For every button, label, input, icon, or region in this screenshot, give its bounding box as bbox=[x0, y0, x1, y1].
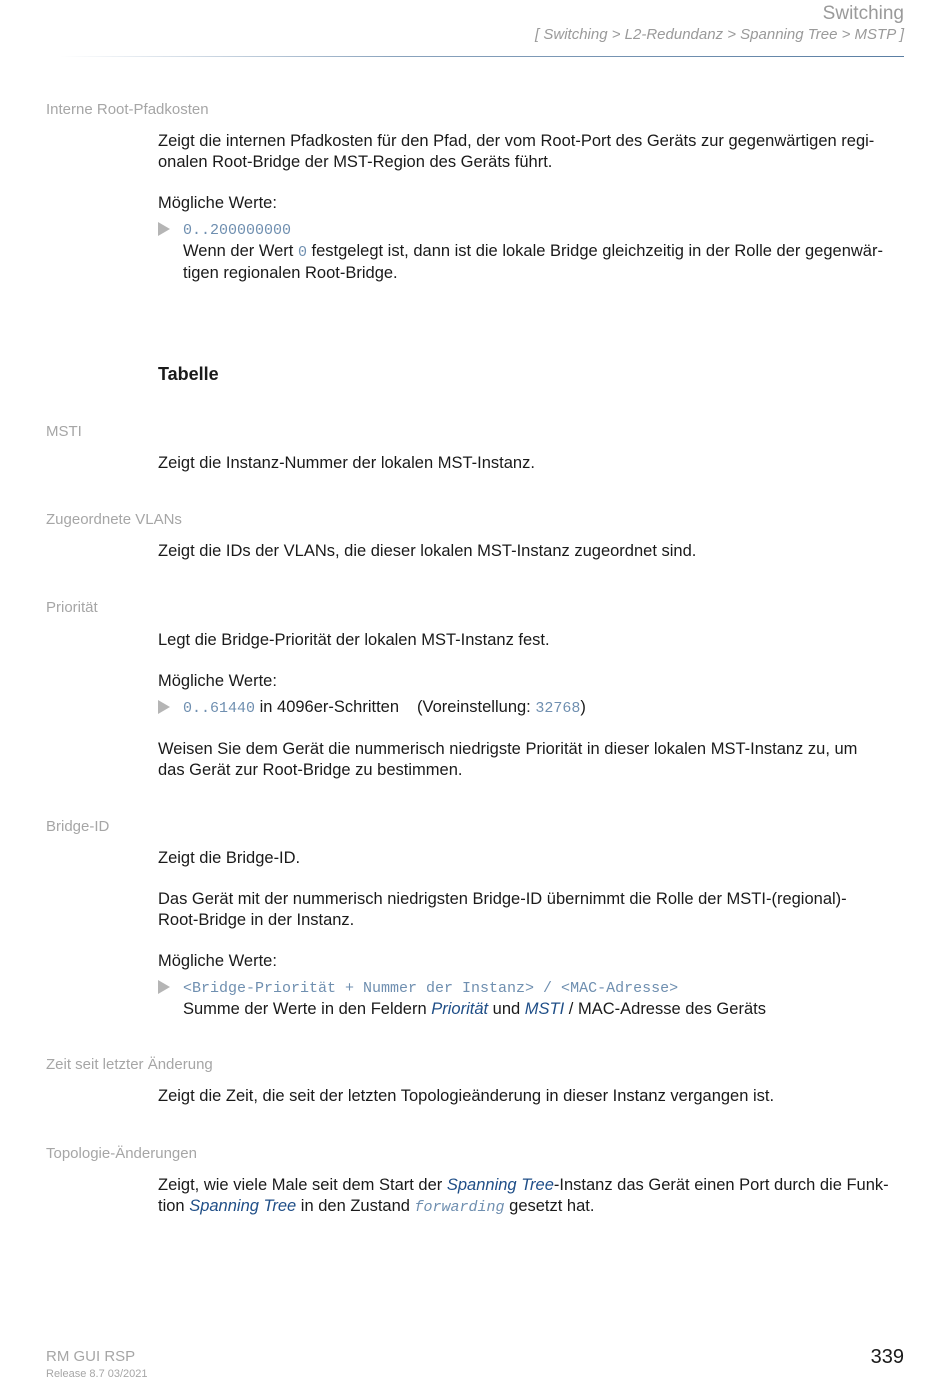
triangle-bullet-icon bbox=[158, 700, 170, 714]
default-value: 32768 bbox=[535, 700, 581, 717]
desc-text: in den Zustand bbox=[296, 1197, 415, 1215]
code-value: forwarding bbox=[414, 1199, 505, 1216]
desc-text: -Instanz das Gerät einen Port durch die Funk- bbox=[553, 1176, 889, 1194]
param-description: Zeigt die Instanz-Nummer der lokalen MST-Instanz. bbox=[158, 454, 535, 472]
value-item bbox=[158, 697, 904, 719]
param-description bbox=[158, 131, 904, 173]
value-range: 0..200000000 bbox=[183, 222, 292, 239]
detail-line: Das Gerät mit der nummerisch niedrigsten Bridge-ID übernimmt die Rolle der MSTI-(regional)- bbox=[158, 890, 847, 908]
param-detail bbox=[158, 889, 904, 931]
default-text: (Voreinstellung: bbox=[417, 698, 536, 716]
desc-text: tion bbox=[158, 1197, 190, 1215]
footer-product: RM GUI RSP bbox=[46, 1348, 136, 1365]
page-number: 339 bbox=[870, 1346, 904, 1368]
breadcrumb: [ Switching > L2-Redundanz > Spanning Tree > MSTP ] bbox=[535, 26, 904, 43]
param-label-bridge-id: Bridge-ID bbox=[46, 818, 110, 835]
value-step-text: in 4096er-Schritten bbox=[255, 698, 400, 716]
running-header-title: Switching bbox=[822, 3, 904, 24]
param-hint bbox=[158, 739, 904, 781]
sum-text: und bbox=[488, 1000, 525, 1018]
param-label-time-since-change: Zeit seit letzter Änderung bbox=[46, 1056, 213, 1073]
sum-text: / MAC-Adresse des Geräts bbox=[564, 1000, 766, 1018]
hint-line: Weisen Sie dem Gerät die nummerisch niedrigste Priorität in dieser lokalen MST-Instanz zu, um bbox=[158, 740, 858, 758]
desc-line: onalen Root-Bridge der MST-Region des Geräts führt. bbox=[158, 153, 553, 171]
header-divider bbox=[60, 56, 904, 57]
detail-line: Root-Bridge in der Instanz. bbox=[158, 911, 355, 929]
value-item bbox=[158, 977, 904, 1020]
triangle-bullet-icon bbox=[158, 222, 170, 236]
note-text: Wenn der Wert bbox=[183, 242, 298, 260]
desc-line: Zeigt die internen Pfadkosten für den Pfad, der vom Root-Port des Geräts zur gegenwärtigen regi- bbox=[158, 132, 875, 150]
link-spanning-tree[interactable]: Spanning Tree bbox=[189, 1197, 297, 1215]
link-priority[interactable]: Priorität bbox=[431, 1000, 489, 1018]
param-description: Legt die Bridge-Priorität der lokalen MST-Instanz fest. bbox=[158, 631, 550, 649]
footer-release: Release 8.7 03/2021 bbox=[46, 1368, 148, 1380]
desc-text: Zeigt, wie viele Male seit dem Start der bbox=[158, 1176, 447, 1194]
desc-text: gesetzt hat. bbox=[504, 1197, 595, 1215]
sum-text: Summe der Werte in den Feldern bbox=[183, 1000, 432, 1018]
possible-values-label: Mögliche Werte: bbox=[158, 672, 277, 690]
possible-values-label: Mögliche Werte: bbox=[158, 952, 277, 970]
link-msti[interactable]: MSTI bbox=[524, 1000, 565, 1018]
hint-line: das Gerät zur Root-Bridge zu bestimmen. bbox=[158, 761, 463, 779]
param-label-topology-changes: Topologie-Änderungen bbox=[46, 1145, 197, 1162]
section-heading-table: Tabelle bbox=[158, 364, 219, 384]
triangle-bullet-icon bbox=[158, 980, 170, 994]
value-format: <Bridge-Priorität + Nummer der Instanz> / <MAC-Adresse> bbox=[183, 980, 679, 997]
code-value: 0 bbox=[297, 244, 307, 261]
param-description bbox=[158, 1175, 904, 1218]
link-spanning-tree[interactable]: Spanning Tree bbox=[446, 1176, 554, 1194]
param-description: Zeigt die Bridge-ID. bbox=[158, 849, 301, 867]
param-description: Zeigt die Zeit, die seit der letzten Topologieänderung in dieser Instanz vergangen ist. bbox=[158, 1087, 775, 1105]
param-label-internal-root-path-cost: Interne Root-Pfadkosten bbox=[46, 101, 209, 118]
default-text: ) bbox=[580, 698, 586, 716]
param-label-msti: MSTI bbox=[46, 423, 82, 440]
possible-values-label: Mögliche Werte: bbox=[158, 194, 277, 212]
value-range: 0..61440 bbox=[183, 700, 256, 717]
param-label-assigned-vlans: Zugeordnete VLANs bbox=[46, 511, 182, 528]
value-item bbox=[158, 219, 904, 284]
param-description: Zeigt die IDs der VLANs, die dieser lokalen MST-Instanz zugeordnet sind. bbox=[158, 542, 697, 560]
param-label-priority: Priorität bbox=[46, 599, 98, 616]
note-text: festgelegt ist, dann ist die lokale Bridge gleichzeitig in der Rolle der gegenwär- bbox=[306, 242, 883, 260]
note-text: tigen regionalen Root-Bridge. bbox=[183, 264, 398, 282]
